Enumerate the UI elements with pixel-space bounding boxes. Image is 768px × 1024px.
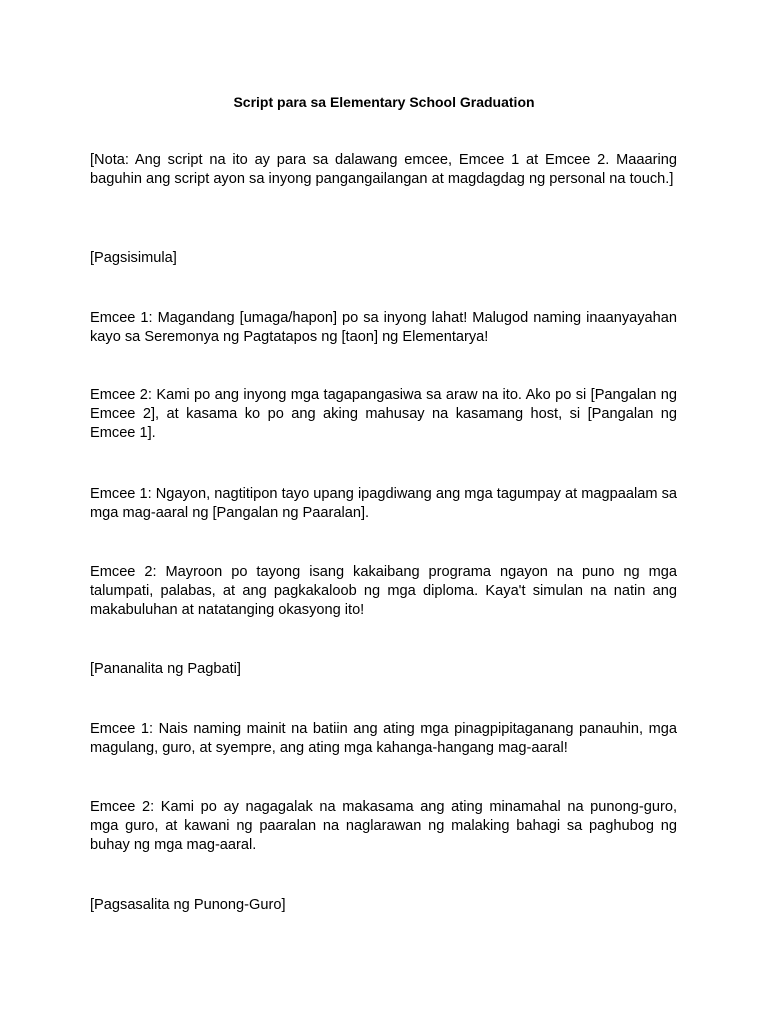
section-heading-pananalita: [Pananalita ng Pagbati] (90, 661, 241, 677)
script-paragraph: Emcee 1: Magandang [umaga/hapon] po sa inyong lahat! Malugod naming inaanyayahan kayo sa Seremonya ng Pagtatapos ng [taon] ng Elementarya! (90, 310, 677, 345)
note-paragraph: [Nota: Ang script na ito ay para sa dalawang emcee, Emcee 1 at Emcee 2. Maaaring baguhin ang script ayon sa inyong pangangailangan at magdagdag ng personal na touch.] (90, 152, 677, 187)
script-paragraph: Emcee 2: Kami po ang inyong mga tagapangasiwa sa araw na ito. Ako po si [Pangalan ng Emcee 2], at kasama ko po ang aking mahusay na kasamang host, si [Pangalan ng Emcee 1]. (90, 387, 677, 441)
section-heading-pagsasalita: [Pagsasalita ng Punong-Guro] (90, 897, 286, 913)
script-paragraph: Emcee 2: Kami po ay nagagalak na makasama ang ating minamahal na punong-guro, mga guro, at kawani ng paaralan na naglarawan ng malaking bahagi sa paghubog ng buhay ng mga mag-aaral. (90, 799, 677, 853)
script-paragraph: Emcee 2: Mayroon po tayong isang kakaibang programa ngayon na puno ng mga talumpati, palabas, at ang pagkakaloob ng mga diploma. Kaya't simulan na natin ang makabuluhan at natatanging okasyong ito! (90, 564, 677, 618)
script-paragraph: Emcee 1: Ngayon, nagtitipon tayo upang ipagdiwang ang mga tagumpay at magpaalam sa mga mag-aaral ng [Pangalan ng Paaralan]. (90, 486, 677, 521)
document-title: Script para sa Elementary School Graduation (233, 94, 535, 110)
section-heading-pagsisimula: [Pagsisimula] (90, 250, 177, 266)
script-paragraph: Emcee 1: Nais naming mainit na batiin ang ating mga pinagpipitaganang panauhin, mga magulang, guro, at syempre, ang ating mga kahanga-hangang mag-aaral! (90, 721, 677, 756)
